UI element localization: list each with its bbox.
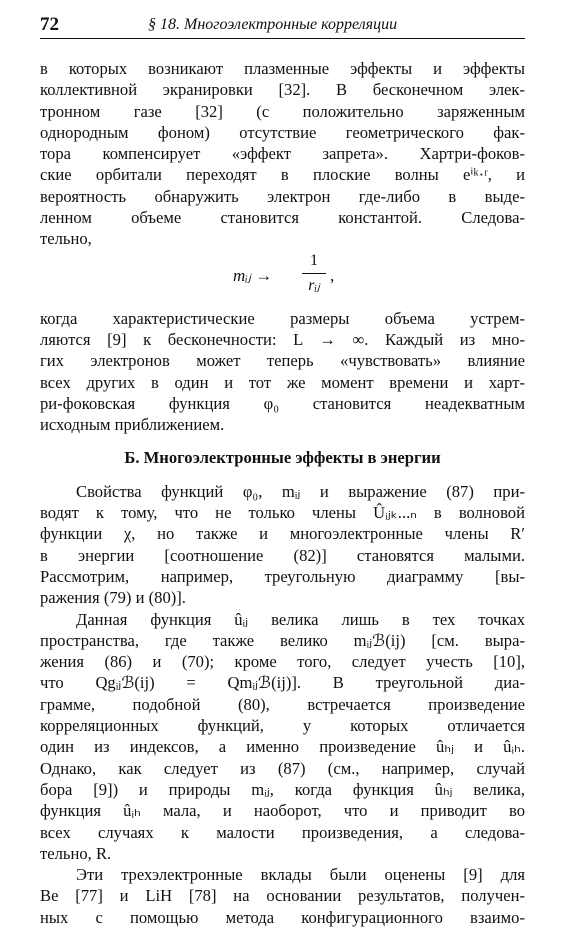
text-line: Свойства функций φ₀, mᵢⱼ и выражение (87) при- xyxy=(76,481,525,501)
text-line: что Qgᵢⱼℬ(ij) = Qmᵢⱼℬ(ij)]. В треугольной диа- xyxy=(40,673,525,693)
text-line: корреляционных функций, у которых отличается xyxy=(40,716,525,736)
text-line: ленном объеме становится константой. Следова- xyxy=(40,208,525,228)
paragraph-2 xyxy=(40,308,525,436)
formula-lhs: mᵢⱼ → xyxy=(233,265,273,285)
paragraph-4 xyxy=(40,609,525,865)
formula-numerator: 1 xyxy=(310,251,318,269)
text-line: бора [9]) и природы mᵢⱼ, когда функция ûₕⱼ велика, xyxy=(40,779,525,799)
text-line: однородным фоном) отсутствие геометрического фак- xyxy=(40,122,525,142)
text-line: гих электронов может теперь «чувствовать» влияние xyxy=(40,351,525,371)
paragraph-1 xyxy=(40,58,525,250)
body-text xyxy=(40,58,525,928)
text-line: Эти трехэлектронные вклады были оценены [9] для xyxy=(76,865,525,885)
text-line: ри-фоковская функция φ₀ становится неадекватным xyxy=(40,393,525,413)
formula-denominator: rᵢⱼ xyxy=(308,276,320,294)
text-line: Be [77] и LiH [78] на основании результатов, получен- xyxy=(40,886,525,906)
text-line: пространства, где также велико mᵢⱼℬ(ij) [см. выра- xyxy=(40,630,525,650)
text-line: ных с помощью метода конфигурационного взаимо- xyxy=(40,907,525,927)
formula-trailing: , xyxy=(330,265,335,285)
paragraph-3 xyxy=(40,481,525,609)
text-line: в энергии [соотношение (82)] становятся малыми. xyxy=(40,545,525,565)
text-line: в которых возникают плазменные эффекты и эффекты xyxy=(40,59,525,78)
text-line: ражения (79) и (80)]. xyxy=(40,588,186,608)
text-line: Данная функция ûᵢⱼ велика лишь в тех точках xyxy=(76,609,525,629)
text-line: коллективной экранировки [32]. В бесконечном элек- xyxy=(40,80,525,100)
page-header xyxy=(40,14,525,39)
text-line: водят к тому, что не только члены Ûᵢⱼₖ...ₙ в волновой xyxy=(40,503,525,523)
fraction-bar xyxy=(302,273,326,274)
text-line: тельно, xyxy=(40,229,92,249)
text-line: Однако, как следует из (87) (см., например, случай xyxy=(40,758,525,778)
text-line: тора компенсирует «эффект запрета». Хартри-фоков- xyxy=(40,144,525,164)
running-title: § 18. Многоэлектронные корреляции xyxy=(148,16,398,33)
text-line: когда характеристические размеры объема устрем- xyxy=(40,308,525,328)
text-line: функции χ, но также и многоэлектронные члены R′ xyxy=(40,524,525,544)
text-line: всех случаях к малости произведения, а следова- xyxy=(40,822,525,842)
display-formula xyxy=(40,251,525,301)
text-line: один из индексов, а именно произведение ûₕⱼ и ûᵢₕ. xyxy=(40,737,525,757)
paragraph-5 xyxy=(40,864,525,928)
text-line: тронном газе [32] (с положительно заряженным xyxy=(40,101,525,121)
page-number: 72 xyxy=(40,14,59,35)
text-line: Рассмотрим, например, треугольную диаграмму [вы- xyxy=(40,566,525,586)
text-line: жения (86) и (70); кроме того, следует учесть [10], xyxy=(40,652,525,672)
text-line: тельно, R. xyxy=(40,843,112,863)
section-heading: Б. Многоэлектронные эффекты в энергии xyxy=(124,448,441,468)
text-line: грамме, подобной (80), встречается произведение xyxy=(40,694,525,714)
text-line: ляются [9] к бесконечности: L → ∞. Каждый из мно- xyxy=(40,329,525,349)
text-line: исходным приближением. xyxy=(40,415,225,435)
text-line: всех других в один и тот же момент времени и харт- xyxy=(40,372,525,392)
formula-fraction xyxy=(302,251,326,296)
text-line: ские орбитали переходят в плоские волны eⁱᵏ·ʳ, и xyxy=(40,165,525,185)
text-line: вероятность обнаружить электрон где-либо в выде- xyxy=(40,186,525,206)
text-line: функция ûᵢₕ мала, и наоборот, что и приводит во xyxy=(40,801,525,821)
